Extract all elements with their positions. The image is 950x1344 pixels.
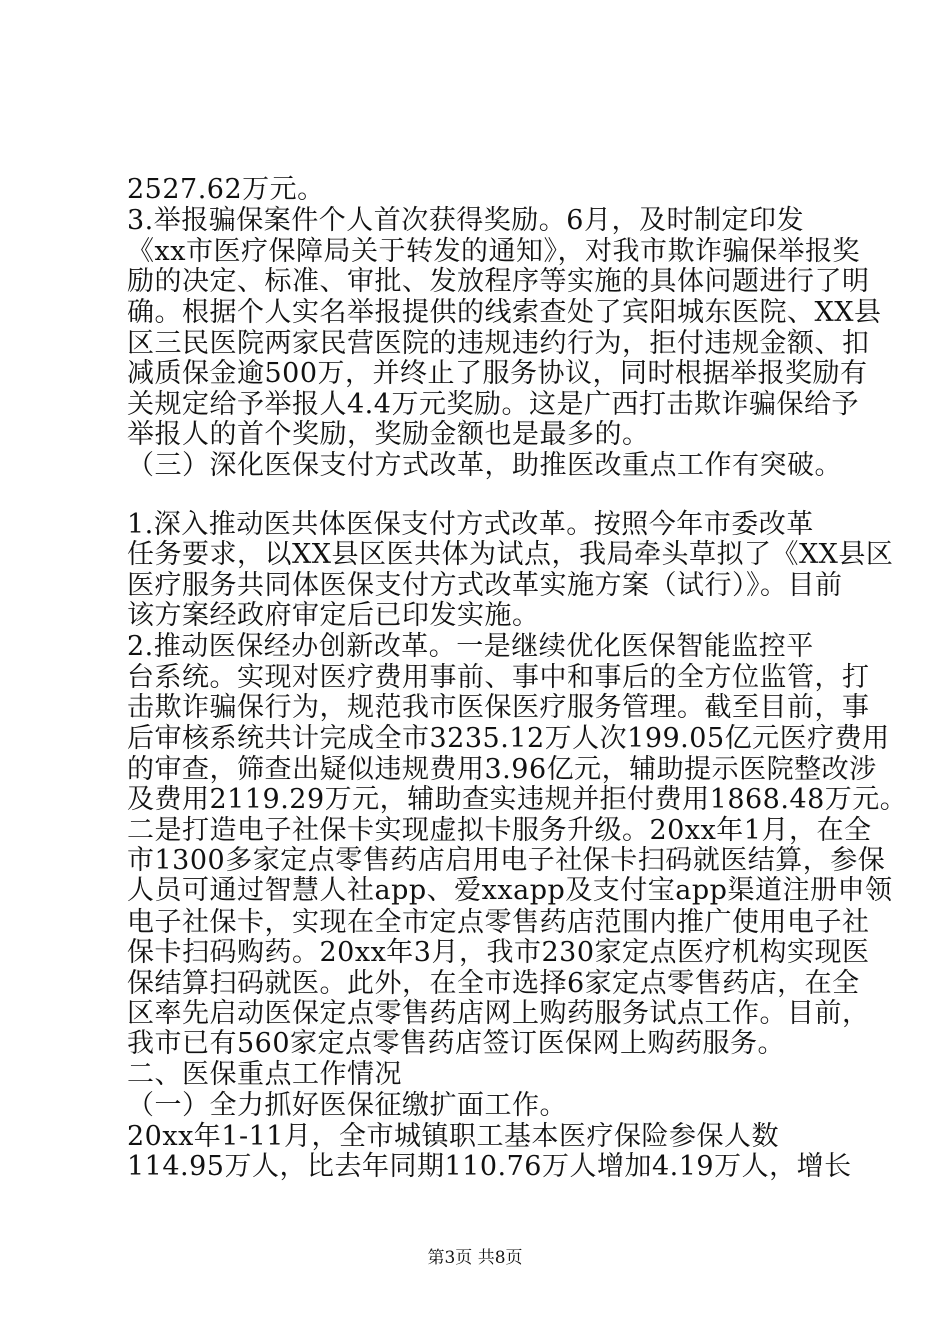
text-line: 保结算扫码就医。此外，在全市选择6家定点零售药店，在全	[127, 968, 860, 999]
page-footer: 第3页 共8页	[427, 1248, 523, 1268]
text-line: 击欺诈骗保行为，规范我市医保医疗服务管理。截至目前，事	[127, 692, 870, 723]
text-line: 励的决定、标准、审批、发放程序等实施的具体问题进行了明	[127, 266, 870, 297]
text-line: 20xx年1-11月，全市城镇职工基本医疗保险参保人数	[127, 1121, 779, 1152]
text-line: 的审查，筛查出疑似违规费用3.96亿元，辅助提示医院整改涉	[127, 754, 877, 785]
text-line: 保卡扫码购药。20xx年3月，我市230家定点医疗机构实现医	[127, 937, 870, 968]
text-line: 确。根据个人实名举报提供的线索查处了宾阳城东医院、XX县	[127, 297, 882, 328]
text-line: 2.推动医保经办创新改革。一是继续优化医保智能监控平	[127, 631, 814, 662]
text-line: 电子社保卡，实现在全市定点零售药店范围内推广使用电子社	[127, 907, 870, 938]
text-line: 市1300多家定点零售药店启用电子社保卡扫码就医结算，参保	[127, 845, 886, 876]
text-line: 该方案经政府审定后已印发实施。	[127, 600, 540, 631]
text-line: 减质保金逾500万，并终止了服务协议，同时根据举报奖励有	[127, 358, 868, 389]
section-heading: 二、医保重点工作情况	[127, 1059, 402, 1090]
text-line: 我市已有560家定点零售药店签订医保网上购药服务。	[127, 1028, 786, 1059]
text-line: 台系统。实现对医疗费用事前、事中和事后的全方位监管，打	[127, 662, 870, 693]
text-line: 2527.62万元。	[127, 174, 325, 205]
text-line: 举报人的首个奖励，奖励金额也是最多的。	[127, 419, 650, 450]
text-line: 二是打造电子社保卡实现虚拟卡服务升级。20xx年1月，在全	[127, 815, 872, 846]
text-line: 医疗服务共同体医保支付方式改革实施方案（试行）》。目前	[127, 570, 843, 601]
text-line: 区三民医院两家民营医院的违规违约行为，拒付违规金额、扣	[127, 328, 870, 359]
text-line: 区率先启动医保定点零售药店网上购药服务试点工作。目前，	[127, 998, 870, 1029]
text-line: 任务要求，以XX县区医共体为试点，我局牵头草拟了《XX县区	[127, 539, 894, 570]
text-line: 人员可通过智慧人社app、爱xxapp及支付宝app渠道注册申领	[127, 875, 893, 906]
text-line: 《xx市医疗保障局关于转发的通知》，对我市欺诈骗保举报奖	[127, 236, 860, 267]
text-line: 后审核系统共计完成全市3235.12万人次199.05亿元医疗费用	[127, 723, 890, 754]
text-line: 及费用2119.29万元，辅助查实违规并拒付费用1868.48万元。	[127, 784, 908, 815]
text-line: 3.举报骗保案件个人首次获得奖励。6月，及时制定印发	[127, 205, 804, 236]
text-line: 114.95万人，比去年同期110.76万人增加4.19万人，增长	[127, 1151, 852, 1182]
section-heading: （三）深化医保支付方式改革，助推医改重点工作有突破。	[127, 450, 842, 481]
section-heading: （一）全力抓好医保征缴扩面工作。	[127, 1090, 567, 1121]
text-line: 关规定给予举报人4.4万元奖励。这是广西打击欺诈骗保给予	[127, 389, 859, 420]
text-line: 1.深入推动医共体医保支付方式改革。按照今年市委改革	[127, 509, 814, 540]
